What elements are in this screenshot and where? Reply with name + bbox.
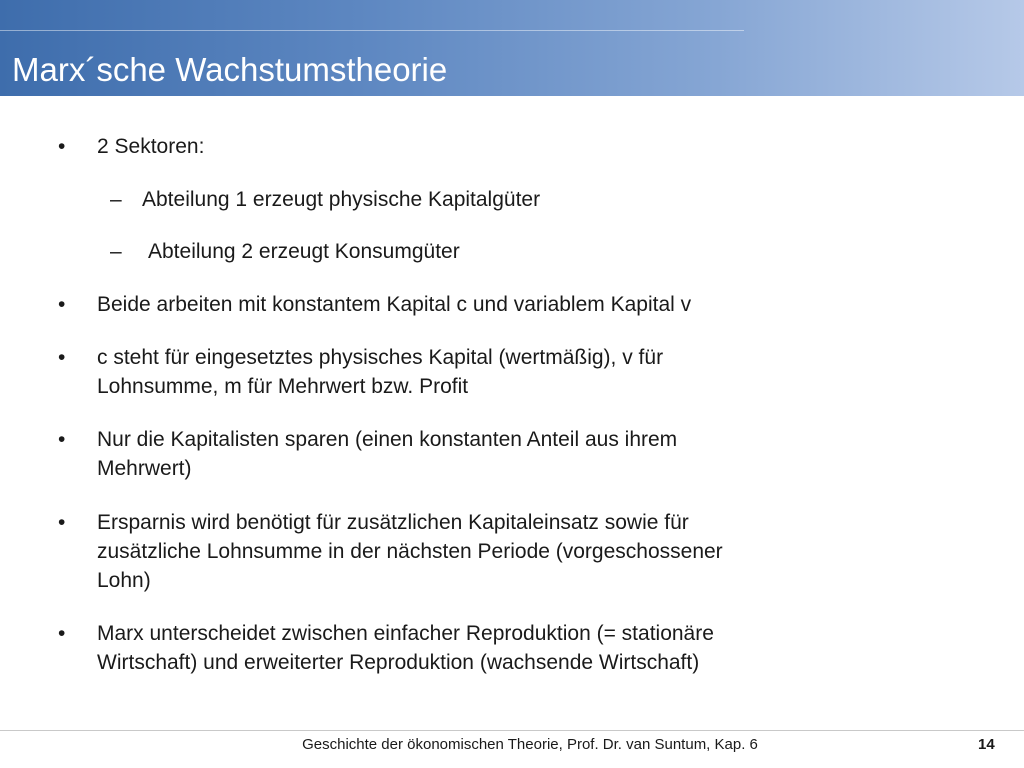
- sub-bullet-text: Abteilung 1 erzeugt physische Kapitalgüter: [142, 188, 541, 211]
- sub-bullet-text: Abteilung 2 erzeugt Konsumgüter: [148, 240, 460, 263]
- bullet-text: 2 Sektoren:: [97, 135, 205, 158]
- bullet-text: Lohnsumme, m für Mehrwert bzw. Profit: [97, 375, 469, 398]
- slide-title: Marx´sche Wachstumstheorie: [12, 51, 448, 88]
- footer-text: Geschichte der ökonomischen Theorie, Prof. Dr. van Suntum, Kap. 6: [302, 736, 758, 753]
- sub-bullet-marker: –: [110, 240, 122, 263]
- bullet-marker: •: [58, 622, 66, 645]
- sub-bullet-marker: –: [110, 188, 122, 211]
- bullet-text: Lohn): [97, 569, 151, 592]
- header-rule: [0, 30, 744, 31]
- bullet-text: Beide arbeiten mit konstantem Kapital c und variablem Kapital v: [97, 293, 692, 316]
- footer-divider: [0, 730, 1024, 731]
- bullet-text: c steht für eingesetztes physisches Kapital (wertmäßig), v für: [97, 346, 664, 369]
- bullet-text: Wirtschaft) und erweiterter Reproduktion (wachsende Wirtschaft): [97, 651, 700, 674]
- bullet-marker: •: [58, 428, 66, 451]
- bullet-marker: •: [58, 135, 66, 158]
- bullet-text: Mehrwert): [97, 457, 192, 480]
- bullet-marker: •: [58, 293, 66, 316]
- bullet-marker: •: [58, 511, 66, 534]
- bullet-marker: •: [58, 346, 66, 369]
- bullet-text: Marx unterscheidet zwischen einfacher Reproduktion (= stationäre: [97, 622, 714, 645]
- page-number: 14: [978, 736, 995, 753]
- bullet-text: Nur die Kapitalisten sparen (einen konstanten Anteil aus ihrem: [97, 428, 678, 451]
- title-banner: [0, 0, 1024, 96]
- bullet-text: zusätzliche Lohnsumme in der nächsten Periode (vorgeschossener: [97, 540, 723, 563]
- bullet-text: Ersparnis wird benötigt für zusätzlichen Kapitaleinsatz sowie für: [97, 511, 689, 534]
